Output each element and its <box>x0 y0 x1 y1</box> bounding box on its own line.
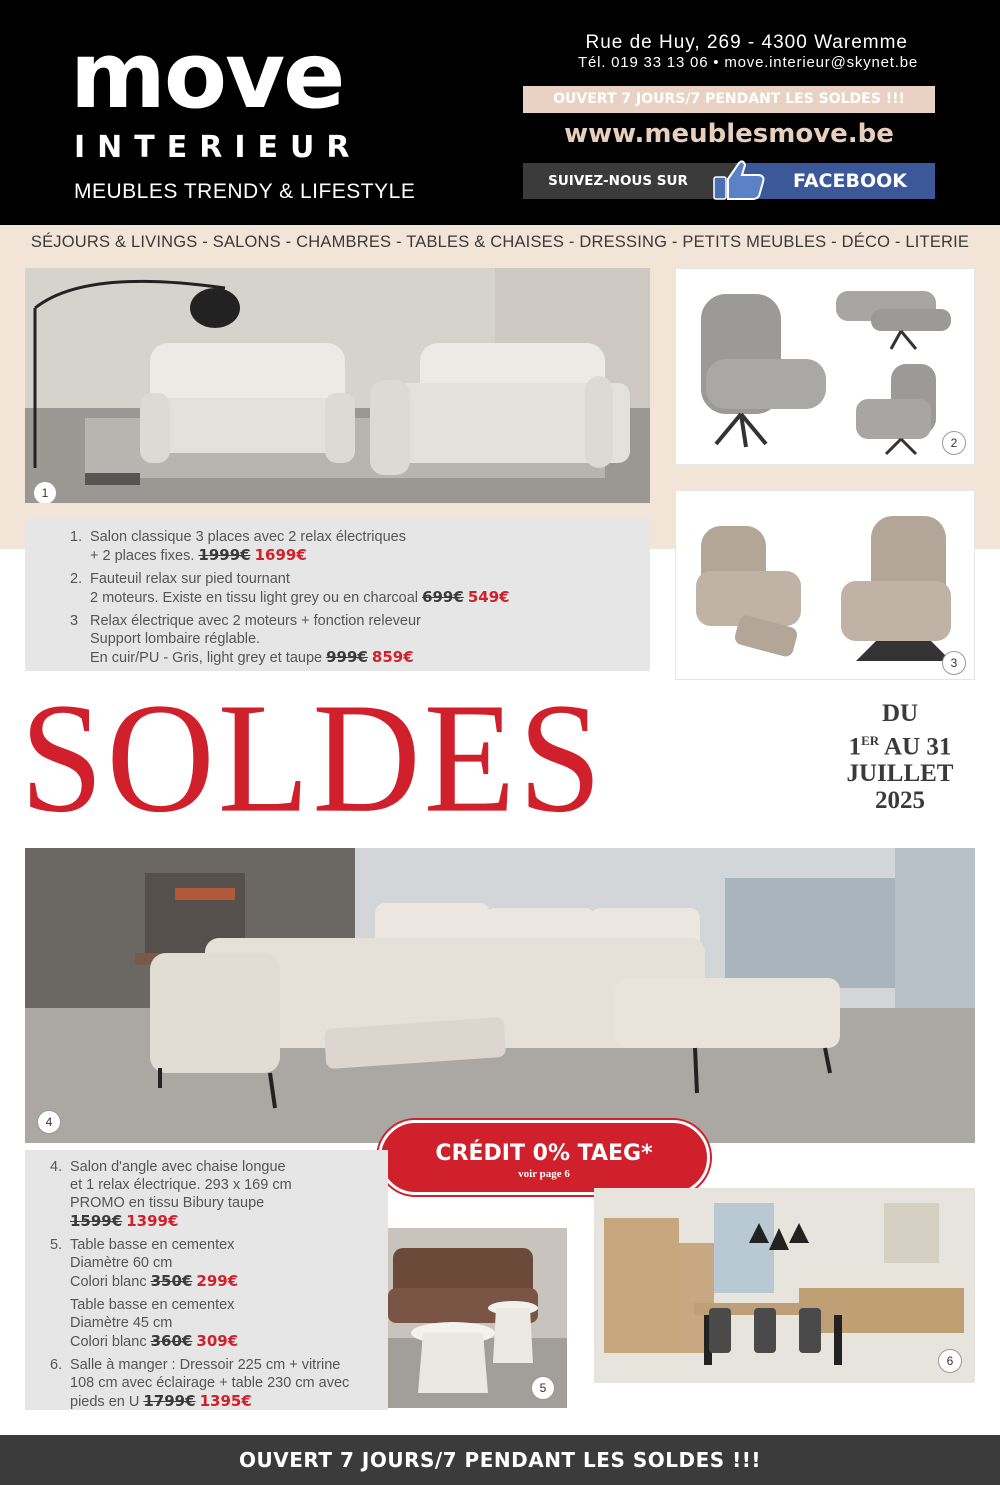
website-link[interactable]: www.meublesmove.be <box>564 119 894 149</box>
product-item-2 <box>70 570 650 607</box>
product-item-6 <box>50 1356 388 1411</box>
date-line-2 <box>835 727 965 760</box>
old-price: 1599€ <box>70 1212 123 1230</box>
date-day: 1 <box>848 733 862 761</box>
credit-main-text: CRÉDIT 0% TAEG* <box>435 1141 653 1166</box>
product-item-1 <box>70 528 650 565</box>
item-number: 6. <box>50 1357 63 1373</box>
badge-1: 1 <box>33 481 57 503</box>
thumbs-up-icon <box>711 157 767 201</box>
new-price: 1699€ <box>254 546 307 564</box>
store-contact: Tél. 019 33 13 06 • move.interieur@skynet.be <box>577 54 918 71</box>
item-number: 4. <box>50 1159 63 1175</box>
corner-sofa-illustration <box>25 848 975 1143</box>
item-desc-line: En cuir/PU - Gris, light grey et taupe <box>90 650 323 666</box>
old-price: 699€ <box>422 588 464 606</box>
old-price: 999€ <box>326 648 368 666</box>
dining-room-illustration <box>594 1188 975 1383</box>
item-desc-line: + 2 places fixes. <box>90 548 195 564</box>
recliner-illustration <box>676 491 975 680</box>
facebook-label[interactable]: FACEBOOK <box>735 163 935 199</box>
logo-subtitle: INTERIEUR <box>74 130 362 165</box>
item-desc-line: Support lombaire réglable. <box>90 631 261 647</box>
store-address: Rue de Huy, 269 - 4300 Waremme <box>585 32 908 53</box>
footer-banner: OUVERT 7 JOURS/7 PENDANT LES SOLDES !!! <box>0 1435 1000 1485</box>
item-desc-line: Table basse en cementex <box>70 1237 235 1253</box>
new-price: 309€ <box>196 1332 239 1350</box>
product-photo-2 <box>675 268 975 465</box>
item-desc-line: Table basse en cementex <box>70 1297 235 1313</box>
item-desc-line: Salon classique 3 places avec 2 relax électriques <box>90 529 406 545</box>
new-price: 299€ <box>196 1272 239 1290</box>
new-price: 859€ <box>371 648 414 666</box>
old-price: 350€ <box>150 1272 193 1290</box>
item-desc-line: Colori blanc <box>70 1274 147 1290</box>
armchair-illustration <box>676 269 975 465</box>
item-desc-line: Colori blanc <box>70 1334 147 1350</box>
product-photo-6 <box>594 1188 975 1383</box>
product-item-3 <box>70 612 650 667</box>
item-desc-line: Salle à manger : Dressoir 225 cm + vitrine <box>70 1357 341 1373</box>
item-desc-line: Relax électrique avec 2 moteurs + fonction releveur <box>90 613 421 629</box>
badge-5: 5 <box>531 1376 555 1400</box>
item-desc-line: Fauteuil relax sur pied tournant <box>90 571 290 587</box>
header <box>0 0 1000 225</box>
product-photo-3 <box>675 490 975 680</box>
item-desc-line: pieds en U <box>70 1394 140 1410</box>
date-range-end: AU 31 <box>879 733 952 761</box>
item-desc-line: Diamètre 60 cm <box>70 1255 173 1271</box>
date-line-1: DU <box>881 700 919 727</box>
product-photo-4 <box>25 848 975 1143</box>
badge-4: 4 <box>37 1110 61 1134</box>
old-price: 1999€ <box>198 546 251 564</box>
old-price: 1799€ <box>143 1392 196 1410</box>
category-strip: SÉJOURS & LIVINGS - SALONS - CHAMBRES - TABLES & CHAISES - DRESSING - PETITS MEUBLES - DÉCO - LITERIE <box>0 225 1000 259</box>
sale-dates <box>835 700 965 814</box>
item-desc-line: 108 cm avec éclairage + table 230 cm avec <box>70 1375 350 1391</box>
logo-tagline: MEUBLES TRENDY & LIFESTYLE <box>74 180 416 203</box>
badge-3: 3 <box>942 651 966 675</box>
item-desc-line: Diamètre 45 cm <box>70 1315 173 1331</box>
product-item-5b <box>50 1296 388 1351</box>
new-price: 1399€ <box>126 1212 179 1230</box>
badge-2: 2 <box>942 431 966 455</box>
sofa-illustration <box>25 268 650 503</box>
logo-wordmark: move <box>70 22 344 129</box>
date-ordinal: ER <box>861 733 880 748</box>
item-desc-line: 2 moteurs. Existe en tissu light grey ou en charcoal <box>90 590 419 606</box>
product-photo-1 <box>25 268 650 503</box>
credit-badge[interactable] <box>378 1120 710 1195</box>
product-photo-5 <box>388 1228 567 1408</box>
date-line-4: 2025 <box>875 787 925 815</box>
follow-label: SUIVEZ-NOUS SUR <box>548 173 688 189</box>
item-number: 5. <box>50 1237 63 1253</box>
soldes-title: SOLDES <box>20 670 605 846</box>
item-desc-line: et 1 relax électrique. 293 x 169 cm <box>70 1177 292 1193</box>
product-list-bottom <box>25 1150 388 1410</box>
badge-6: 6 <box>938 1349 962 1373</box>
item-desc-line: PROMO en tissu Bibury taupe <box>70 1195 265 1211</box>
item-number: 2. <box>70 571 83 587</box>
item-desc-line: Salon d'angle avec chaise longue <box>70 1159 286 1175</box>
new-price: 1395€ <box>199 1392 252 1410</box>
open-banner: OUVERT 7 JOURS/7 PENDANT LES SOLDES !!! <box>523 86 935 113</box>
product-item-4 <box>50 1158 388 1231</box>
item-number: 1. <box>70 529 83 545</box>
date-line-3: JUILLET <box>846 760 954 788</box>
new-price: 549€ <box>467 588 510 606</box>
old-price: 360€ <box>150 1332 193 1350</box>
product-item-5 <box>50 1236 388 1291</box>
credit-sub-text: voir page 6 <box>518 1168 570 1180</box>
item-number: 3 <box>70 613 79 629</box>
facebook-bar[interactable] <box>523 163 935 199</box>
product-list-top <box>25 518 650 671</box>
